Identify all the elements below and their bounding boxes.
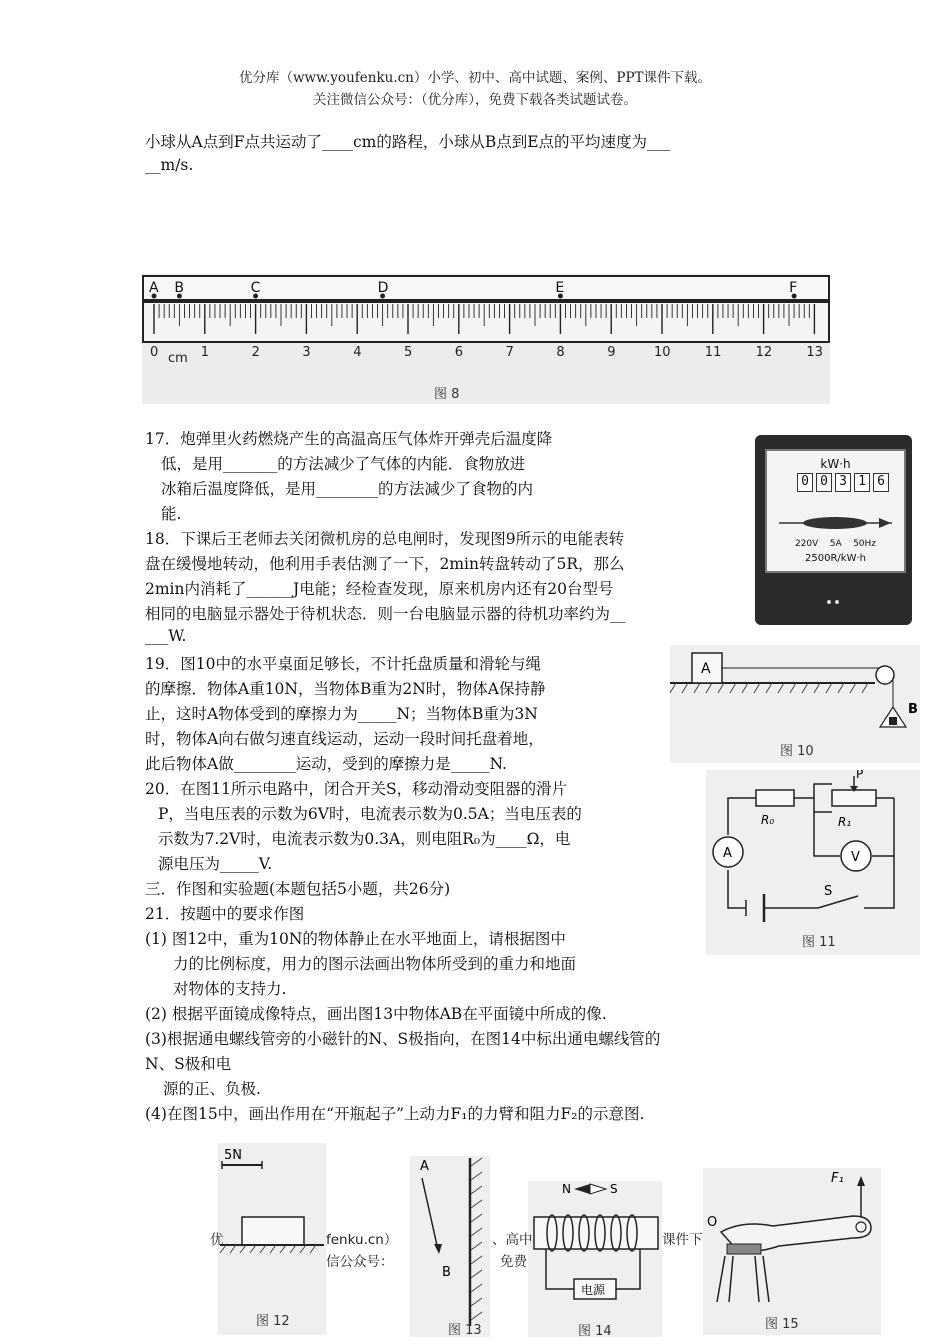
pulley bbox=[876, 666, 894, 684]
figure-15-caption: 图 15 bbox=[765, 1317, 799, 1332]
slider-p-label: P bbox=[856, 770, 864, 781]
figure-13-caption: 图 13 bbox=[448, 1323, 482, 1337]
point-a-label: A bbox=[420, 1159, 429, 1174]
figure-13-svg bbox=[410, 1156, 490, 1337]
needle-n-label: N bbox=[562, 1182, 571, 1196]
point-b-label: B bbox=[442, 1265, 451, 1280]
header-line-1: 优分库（www.youfenku.cn）小学、初中、高中试题、案例、PPT课件下载。 bbox=[238, 70, 712, 86]
meter-digit: 0 bbox=[816, 473, 832, 492]
footer-fragment: 、高中 bbox=[492, 1232, 533, 1248]
figure-15 bbox=[703, 1168, 881, 1335]
meter-spec-1: 220V 5A 50Hz bbox=[794, 539, 877, 549]
figure-12 bbox=[218, 1143, 326, 1335]
q21-item1-line1: (1) 图12中，重为10N的物体静止在水平地面上，请根据图中 bbox=[145, 930, 566, 948]
q19-line-2: 的摩擦．物体A重10N，当物体B重为2N时，物体A保持静 bbox=[145, 680, 546, 698]
footer-fragment: 课件下 bbox=[662, 1232, 703, 1248]
meter-digit: 1 bbox=[854, 473, 870, 492]
meter-digit: 0 bbox=[797, 473, 813, 492]
figure-12-svg bbox=[218, 1143, 326, 1335]
q18-line-4: 相同的电脑显示器处于待机状态．则一台电脑显示器的待机功率约为__ bbox=[145, 605, 626, 623]
ruler-tick-label: 0 bbox=[150, 345, 159, 360]
footer-fragment: fenku.cn） bbox=[326, 1232, 398, 1248]
q18-line-5: ___W. bbox=[145, 627, 187, 645]
meter-spec-2: 2500R/kW·h bbox=[805, 553, 866, 564]
footer-fragment: 信公众号： bbox=[326, 1254, 394, 1270]
block bbox=[242, 1217, 304, 1245]
q18-line-3: 2min内消耗了______J电能；经检查发现，原来机房内还有20台型号 bbox=[145, 580, 614, 598]
rheostat-r1 bbox=[832, 790, 876, 806]
figure-10-caption: 图 10 bbox=[780, 744, 814, 759]
figure-12-caption: 图 12 bbox=[256, 1314, 290, 1329]
q19-line-4: 时，物体A向右做匀速直线运动，运动一段时间托盘着地， bbox=[145, 730, 544, 748]
ruler-tick-label: 7 bbox=[505, 345, 514, 360]
ruler-body bbox=[143, 302, 829, 342]
q18-line-2: 盘在缓慢地转动，他利用手表估测了一下，2min转盘转动了5R，那么 bbox=[145, 555, 625, 573]
q21-title: 21．按题中的要求作图 bbox=[145, 905, 305, 923]
ball-position-label: B bbox=[174, 280, 185, 296]
meter-digits bbox=[797, 473, 889, 492]
q16-line-2: __m/s. bbox=[145, 156, 194, 174]
ruler-tick-label: 12 bbox=[755, 345, 773, 360]
footer-fragment: 免费 bbox=[500, 1254, 527, 1270]
block-a-label: A bbox=[701, 661, 711, 677]
voltmeter-label: V bbox=[851, 850, 860, 865]
ruler-tick-label: 2 bbox=[251, 345, 260, 360]
figure-9-meter bbox=[755, 435, 912, 625]
figure-11-svg bbox=[706, 770, 920, 955]
meter-unit: kW·h bbox=[820, 457, 851, 471]
ruler-tick-label: 10 bbox=[654, 345, 671, 360]
q19-line-1: 19．图10中的水平桌面足够长，不计托盘质量和滑轮与绳 bbox=[145, 655, 541, 673]
q19-line-3: 止，这时A物体受到的摩擦力为_____N；当物体B重为3N bbox=[145, 705, 538, 723]
ruler-tick-label: 3 bbox=[302, 345, 311, 360]
meter-face bbox=[765, 449, 906, 573]
figure-8-ruler bbox=[142, 274, 830, 404]
q21-item1-line2: 力的比例标度，用力的图示法画出物体所受到的重力和地面 bbox=[173, 955, 577, 973]
needle-s-label: S bbox=[610, 1182, 618, 1196]
q21-item2: (2) 根据平面镜成像特点，画出图13中物体AB在平面镜中所成的像. bbox=[145, 1005, 607, 1023]
figure-10-svg bbox=[670, 645, 920, 763]
r1-label: R₁ bbox=[838, 815, 852, 829]
figure-8-caption: 图 8 bbox=[434, 387, 460, 402]
magnetic-needle bbox=[574, 1184, 590, 1194]
meter-screw bbox=[835, 600, 839, 604]
meter-digit: 6 bbox=[873, 473, 889, 492]
figure-11-caption: 图 11 bbox=[802, 935, 836, 950]
q17-line-4: 能. bbox=[161, 505, 182, 523]
q21-item3-line2: N、S极和电 bbox=[145, 1055, 232, 1073]
ball-track bbox=[143, 276, 829, 300]
force-f1-label: F₁ bbox=[831, 1171, 844, 1186]
q20-line-4: 源电压为_____V. bbox=[158, 855, 273, 873]
ruler-tick-label: 9 bbox=[607, 345, 616, 360]
meter-disc bbox=[779, 511, 892, 535]
figure-15-svg bbox=[703, 1168, 881, 1335]
q17-line-2: 低，是用_______的方法减少了气体的内能．食物放进 bbox=[161, 455, 526, 473]
q20-line-3: 示数为7.2V时，电流表示数为0.3A，则电阻R₀为____Ω，电 bbox=[158, 830, 571, 848]
figure-14 bbox=[528, 1181, 662, 1337]
ball-position-label: E bbox=[555, 280, 565, 296]
force-scale-label: 5N bbox=[224, 1148, 242, 1163]
footer-fragment: 优 bbox=[210, 1232, 224, 1248]
figure-11-circuit bbox=[706, 770, 920, 955]
ruler-tick-label: 4 bbox=[353, 345, 362, 360]
meter-digit: 3 bbox=[835, 473, 851, 492]
ball-position-label: F bbox=[789, 280, 798, 296]
object-ab bbox=[422, 1178, 438, 1250]
ruler-tick-label: 5 bbox=[404, 345, 413, 360]
ball-position-label: C bbox=[250, 280, 261, 296]
q21-item1-line3: 对物体的支持力. bbox=[173, 980, 287, 998]
q17-line-3: 冰箱后温度降低，是用________的方法减少了食物的内 bbox=[161, 480, 534, 498]
q16-line-1: 小球从A点到F点共运动了____cm的路程，小球从B点到E点的平均速度为___ bbox=[145, 133, 671, 151]
q21-item4: (4)在图15中，画出作用在“开瓶起子”上动力F₁的力臂和阻力F₂的示意图. bbox=[145, 1105, 645, 1123]
q20-line-2: P，当电压表的示数为6V时，电流表示数为0.5A；当电压表的 bbox=[158, 805, 582, 823]
bottle-cap bbox=[727, 1244, 761, 1254]
section-3-title: 三．作图和实验题(本题包括5小题，共26分) bbox=[145, 880, 451, 898]
figure-14-caption: 图 14 bbox=[578, 1324, 612, 1337]
ruler-tick-label: 1 bbox=[200, 345, 210, 360]
fulcrum-o-label: O bbox=[707, 1215, 718, 1230]
power-source-label: 电源 bbox=[581, 1283, 606, 1297]
q21-item3-line3: 源的正、负极. bbox=[163, 1080, 261, 1098]
q17-line-1: 17．炮弹里火药燃烧产生的高温高压气体炸开弹壳后温度降 bbox=[145, 430, 553, 448]
ball-position-label: D bbox=[377, 280, 389, 296]
ruler-svg bbox=[142, 274, 830, 404]
resistor-r0 bbox=[756, 790, 794, 806]
ball-position-label: A bbox=[149, 280, 159, 296]
ruler-tick-label: 8 bbox=[556, 345, 565, 360]
r0-label: R₀ bbox=[761, 813, 775, 827]
ruler-numbers bbox=[150, 345, 823, 360]
header-line-2: 关注微信公众号：（优分库），免费下载各类试题试卷。 bbox=[313, 92, 637, 108]
ammeter-label: A bbox=[723, 846, 732, 861]
q20-line-1: 20．在图11所示电路中，闭合开关S，移动滑动变阻器的滑片 bbox=[145, 780, 568, 798]
ruler-unit: cm bbox=[168, 351, 188, 366]
q19-line-5: 此后物体A做________运动，受到的摩擦力是_____N. bbox=[145, 755, 507, 773]
figure-14-svg bbox=[528, 1181, 662, 1337]
figure-13 bbox=[410, 1156, 490, 1337]
ruler-tick-label: 11 bbox=[704, 345, 722, 360]
tray-b-label: B bbox=[908, 702, 918, 717]
q18-line-1: 18．下课后王老师去关闭微机房的总电闸时，发现图9所示的电能表转 bbox=[145, 530, 625, 548]
q21-item3-line1: (3)根据通电螺线管旁的小磁针的N、S极指向，在图14中标出通电螺线管的 bbox=[145, 1030, 661, 1048]
meter-screw bbox=[827, 600, 831, 604]
switch-label: S bbox=[824, 884, 833, 899]
ruler-tick-label: 6 bbox=[454, 345, 464, 360]
figure-10 bbox=[670, 645, 920, 763]
ruler-tick-label: 13 bbox=[806, 345, 823, 360]
